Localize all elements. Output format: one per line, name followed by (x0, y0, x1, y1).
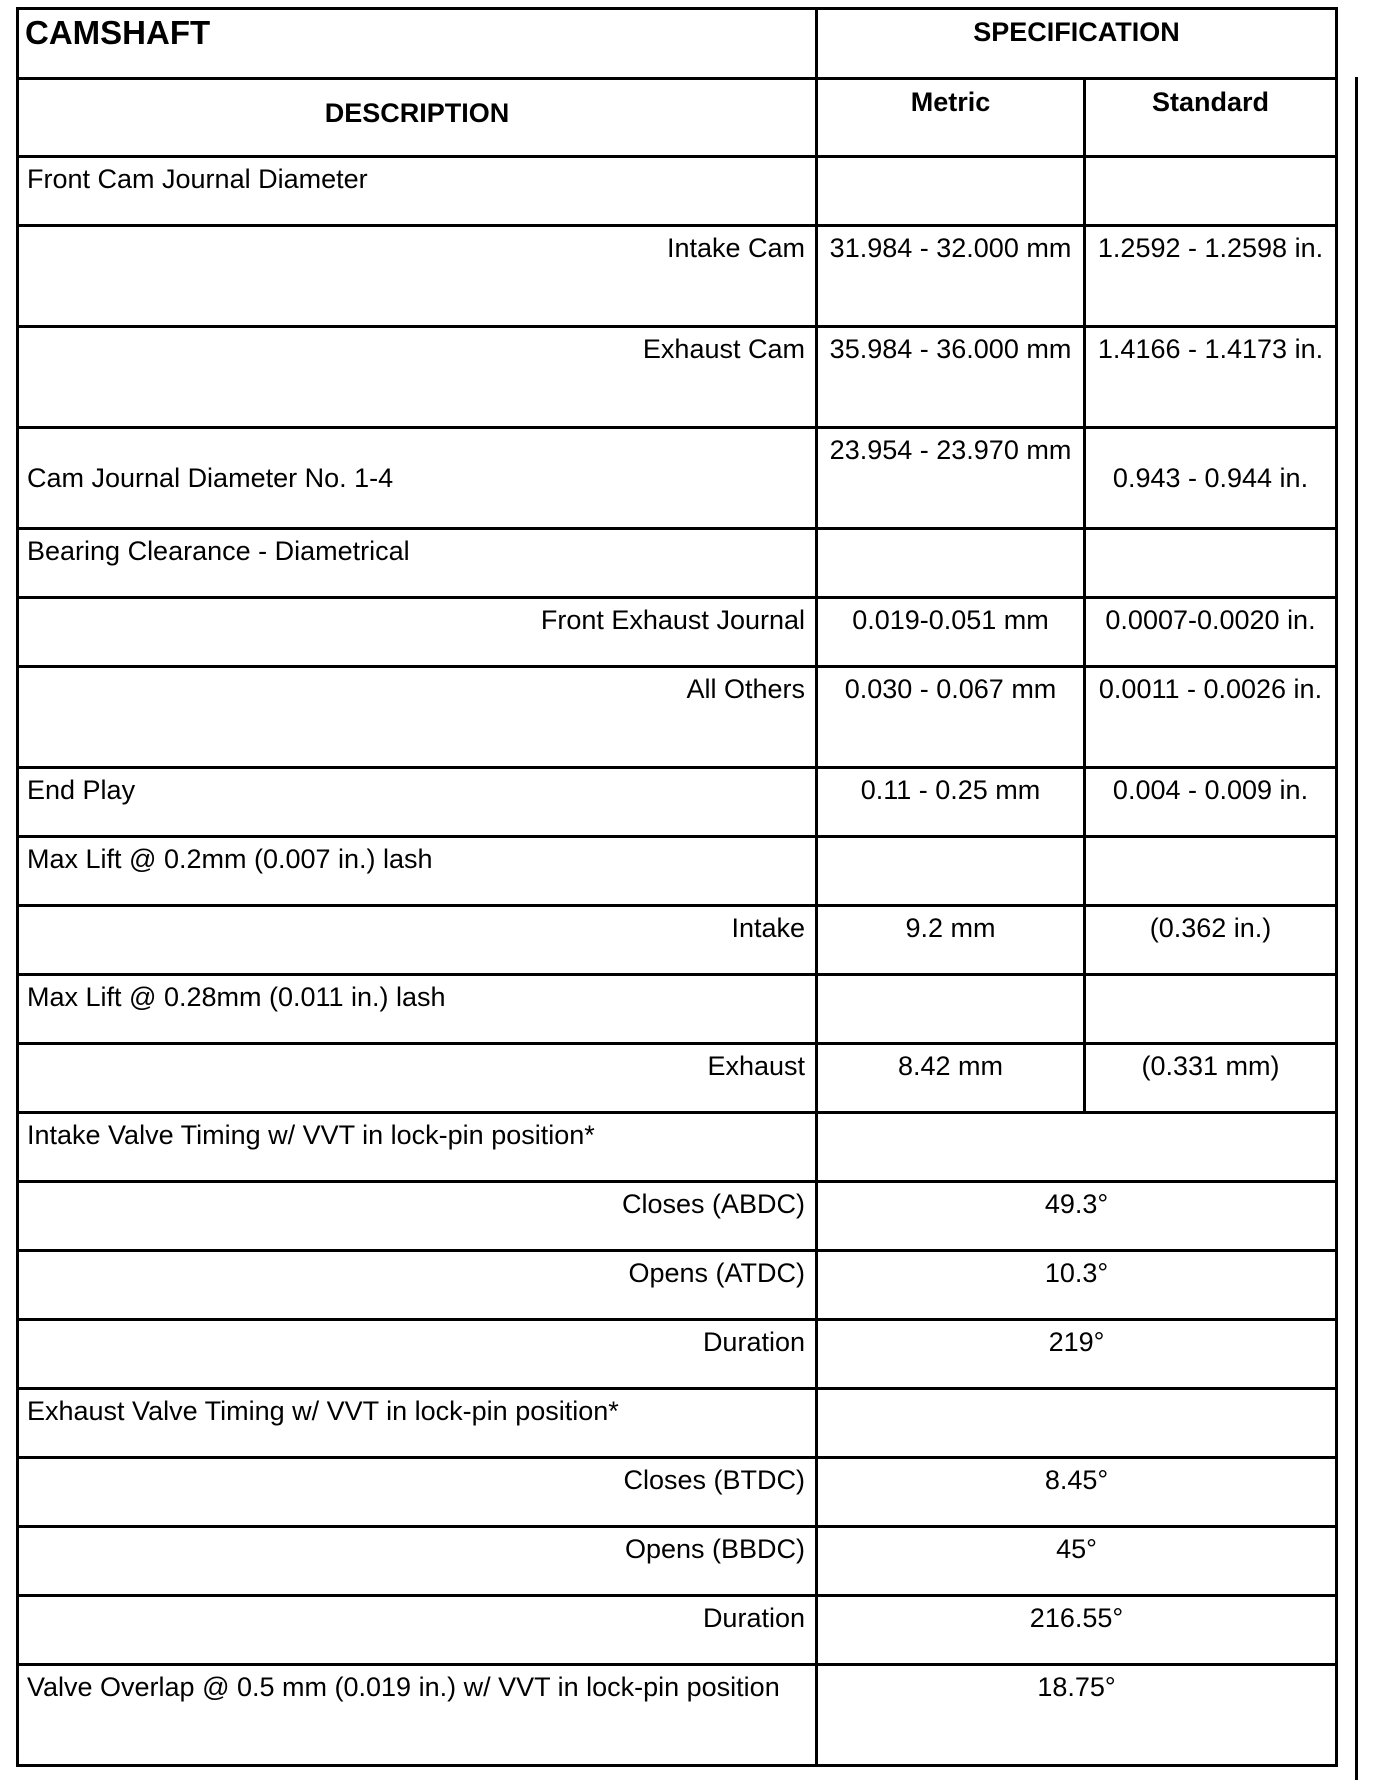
row-label: Opens (ATDC) (18, 1251, 817, 1320)
empty-cell (1085, 529, 1337, 598)
empty-cell (1085, 837, 1337, 906)
spec-value: 18.75° (817, 1665, 1337, 1766)
spec-value: 219° (817, 1320, 1337, 1389)
row-label: End Play (18, 768, 817, 837)
row-label: Duration (18, 1596, 817, 1665)
row-label: Closes (ABDC) (18, 1182, 817, 1251)
row-label: Front Cam Journal Diameter (18, 157, 817, 226)
spec-value: 45° (817, 1527, 1337, 1596)
row-label: Exhaust Cam (18, 327, 817, 428)
standard-value: (0.331 mm) (1085, 1044, 1337, 1113)
table-row (18, 1458, 1337, 1527)
empty-cell (817, 837, 1085, 906)
row-label: Cam Journal Diameter No. 1-4 (18, 428, 817, 529)
table-row (18, 327, 1337, 428)
metric-value: 35.984 - 36.000 mm (817, 327, 1085, 428)
row-label: Exhaust Valve Timing w/ VVT in lock-pin position* (18, 1389, 817, 1458)
spec-value: 216.55° (817, 1596, 1337, 1665)
row-label: Duration (18, 1320, 817, 1389)
standard-value: 1.2592 - 1.2598 in. (1085, 226, 1337, 327)
table-row (18, 975, 1337, 1044)
standard-value: 0.004 - 0.009 in. (1085, 768, 1337, 837)
metric-value: 0.030 - 0.067 mm (817, 667, 1085, 768)
spec-value: 10.3° (817, 1251, 1337, 1320)
table-row (18, 1251, 1337, 1320)
empty-cell (817, 1113, 1337, 1182)
table-row (18, 529, 1337, 598)
table-row (18, 1113, 1337, 1182)
table-row (18, 9, 1337, 79)
metric-value: 8.42 mm (817, 1044, 1085, 1113)
metric-value: 0.019-0.051 mm (817, 598, 1085, 667)
standard-header: Standard (1085, 79, 1337, 157)
table-row (18, 1527, 1337, 1596)
table-row (18, 837, 1337, 906)
spec-value: 49.3° (817, 1182, 1337, 1251)
empty-cell (817, 975, 1085, 1044)
table-row (18, 157, 1337, 226)
empty-cell (817, 157, 1085, 226)
camshaft-spec-table (16, 7, 1338, 1767)
row-label: Intake Cam (18, 226, 817, 327)
metric-value: 0.11 - 0.25 mm (817, 768, 1085, 837)
table-row (18, 906, 1337, 975)
row-label: Intake (18, 906, 817, 975)
row-label: Opens (BBDC) (18, 1527, 817, 1596)
standard-value: 1.4166 - 1.4173 in. (1085, 327, 1337, 428)
row-label: Closes (BTDC) (18, 1458, 817, 1527)
empty-cell (817, 529, 1085, 598)
standard-value: (0.362 in.) (1085, 906, 1337, 975)
row-label: Max Lift @ 0.2mm (0.007 in.) lash (18, 837, 817, 906)
row-label: Bearing Clearance - Diametrical (18, 529, 817, 598)
empty-cell (817, 1389, 1337, 1458)
table-row (18, 667, 1337, 768)
row-label: Valve Overlap @ 0.5 mm (0.019 in.) w/ VVT in lock-pin position (18, 1665, 817, 1766)
table-row (18, 79, 1337, 157)
table-row (18, 428, 1337, 529)
table-row (18, 1182, 1337, 1251)
spec-value: 8.45° (817, 1458, 1337, 1527)
row-label: Exhaust (18, 1044, 817, 1113)
table-row (18, 1596, 1337, 1665)
standard-value: 0.0007-0.0020 in. (1085, 598, 1337, 667)
table-row (18, 1044, 1337, 1113)
metric-value: 31.984 - 32.000 mm (817, 226, 1085, 327)
description-header: DESCRIPTION (18, 79, 817, 157)
table-title: CAMSHAFT (18, 9, 817, 79)
standard-value: 0.943 - 0.944 in. (1085, 428, 1337, 529)
table-row (18, 226, 1337, 327)
table-row (18, 768, 1337, 837)
empty-cell (1085, 975, 1337, 1044)
table-row (18, 598, 1337, 667)
specification-header: SPECIFICATION (817, 9, 1337, 79)
table-row (18, 1389, 1337, 1458)
metric-value: 23.954 - 23.970 mm (817, 428, 1085, 529)
metric-value: 9.2 mm (817, 906, 1085, 975)
standard-value: 0.0011 - 0.0026 in. (1085, 667, 1337, 768)
frame-line (1355, 77, 1358, 1780)
row-label: Max Lift @ 0.28mm (0.011 in.) lash (18, 975, 817, 1044)
row-label: Front Exhaust Journal (18, 598, 817, 667)
table-row (18, 1665, 1337, 1766)
metric-header: Metric (817, 79, 1085, 157)
row-label: All Others (18, 667, 817, 768)
row-label: Intake Valve Timing w/ VVT in lock-pin position* (18, 1113, 817, 1182)
table-row (18, 1320, 1337, 1389)
empty-cell (1085, 157, 1337, 226)
